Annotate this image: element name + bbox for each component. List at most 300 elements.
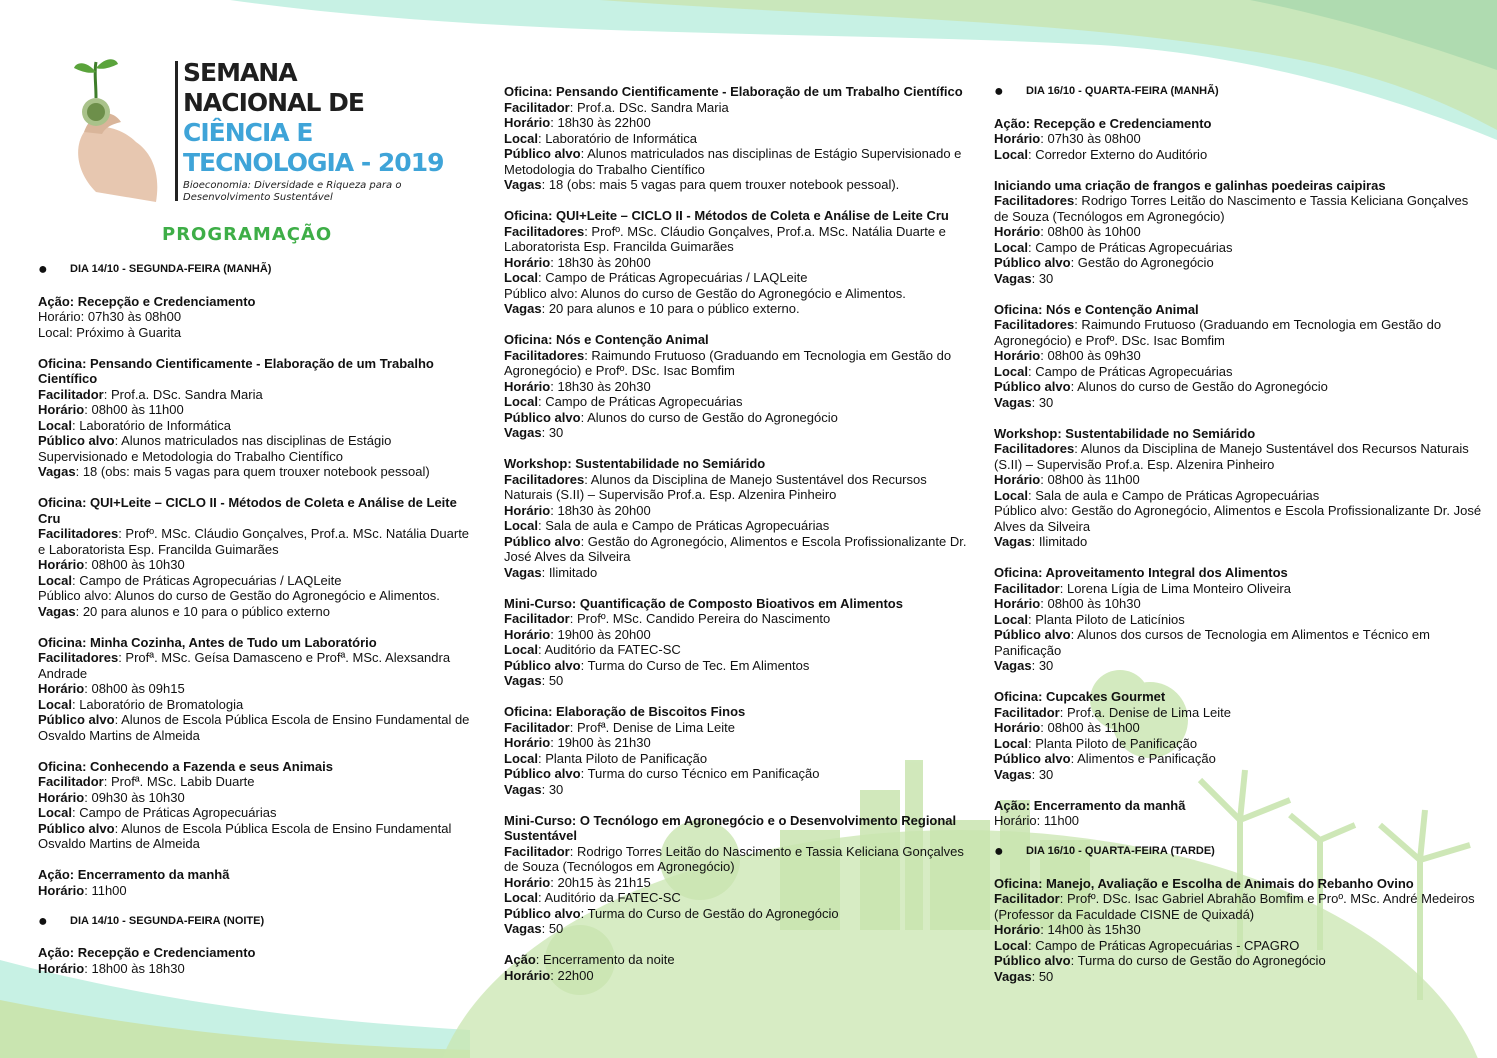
field-value: : 19h00 às 21h30 <box>550 735 651 750</box>
field-key: Horário <box>994 224 1041 239</box>
field-key: Local <box>504 890 538 905</box>
field-key: Local <box>504 130 538 146</box>
field-key: Vagas <box>38 603 76 619</box>
event-title: Oficina: Pensando Cientificamente - Elaboração de um Trabalho Científico <box>504 84 963 99</box>
field-value: : Planta Piloto de Laticínios <box>1027 611 1185 627</box>
event-line <box>504 782 974 798</box>
event-line <box>38 573 478 589</box>
event-title <box>994 302 1484 318</box>
field-key: Facilitador <box>504 719 570 735</box>
event-block <box>38 635 478 744</box>
event-line <box>504 177 974 193</box>
field-key: Vagas <box>38 464 76 479</box>
title-value: : Cupcakes Gourmet <box>1038 689 1166 704</box>
field-value: : Planta Piloto de Panificação <box>537 750 708 766</box>
field-key: Horário <box>38 882 85 898</box>
field-value: : Profª. MSc. Geísa Damasceno e Profª. MSc. Alexsandra Andrade <box>38 650 451 681</box>
event-line: Local: Próximo à Guarita <box>38 324 182 340</box>
event-line: Público alvo: Alunos do curso de Gestão do Agronegócio e Alimentos. <box>504 285 906 301</box>
event-title: Oficina: Pensando Cientificamente - Elaboração de um Trabalho Científico <box>38 355 434 386</box>
event-line: Horário: 11h00 <box>994 813 1080 828</box>
field-key: Vagas <box>504 177 542 192</box>
event-line <box>38 821 478 852</box>
event-block <box>504 456 974 580</box>
event-line <box>994 736 1484 752</box>
event-title: Ação: Recepção e Credenciamento <box>38 945 256 960</box>
event-line <box>994 953 1484 969</box>
field-key: Local <box>504 518 538 533</box>
field-key: Facilitadores <box>38 650 119 665</box>
field-key: Público alvo <box>38 433 115 448</box>
field-key: Público alvo <box>994 255 1071 270</box>
event-line <box>504 503 974 519</box>
day-label: DIA 14/10 - SEGUNDA-FEIRA (NOITE) <box>70 914 265 927</box>
field-value: : 08h00 às 11h00 <box>1040 720 1140 735</box>
field-key: Facilitadores <box>994 441 1075 456</box>
field-key: Local <box>994 363 1028 379</box>
field-key: Facilitador <box>504 843 570 859</box>
event-title: Oficina: Nós e Contenção Animal <box>504 332 709 347</box>
field-key: Vagas <box>504 301 542 316</box>
field-value: : Alunos da Disciplina de Manejo Sustentável dos Recursos Naturais (S.II) – Supervisão Prof.a. Esp. Alzenira Pinheiro <box>994 441 1469 472</box>
event-block <box>994 876 1484 985</box>
event-line: Horário: 07h30 às 08h00 <box>38 309 182 324</box>
field-key: Local <box>38 417 72 433</box>
event-line <box>504 379 974 395</box>
event-line <box>38 387 478 403</box>
field-key: Vagas <box>504 425 542 440</box>
field-key: Horário <box>994 472 1041 487</box>
section-title: PROGRAMAÇÃO <box>162 224 333 245</box>
field-key: Local <box>994 487 1028 503</box>
field-value: : Raimundo Frutuoso (Graduando em Tecnologia em Gestão do Agronegócio) e Profº. DSc. Isac Bomfim <box>504 347 952 378</box>
field-value: : Campo de Práticas Agropecuárias <box>1027 239 1233 255</box>
field-key: Facilitadores <box>504 347 585 363</box>
title-key: Workshop <box>994 425 1058 441</box>
field-key: Vagas <box>504 781 542 797</box>
field-value: : Laboratório de Informática <box>71 417 231 433</box>
event-line <box>504 410 974 426</box>
schedule-column-2 <box>504 84 974 999</box>
field-key: Público alvo <box>504 766 581 781</box>
event-line <box>504 735 974 751</box>
field-value: : Alunos matriculados nas disciplinas de Estágio Supervisionado e Metodologia do Trabalho Científico <box>504 146 962 177</box>
field-value: : 08h00 às 11h00 <box>1040 472 1140 487</box>
field-value: : 30 <box>541 425 564 440</box>
event-line <box>504 627 974 643</box>
event-title: Mini-Curso: Quantificação de Composto Bioativos em Alimentos <box>504 595 903 611</box>
field-key: Vagas <box>994 534 1032 549</box>
field-value: : Profº. MSc. Cláudio Gonçalves, Prof.a. MSc. Natália Duarte e Laboratorista Esp. Francilda Guimarães <box>504 223 946 254</box>
day-header <box>994 844 1484 860</box>
field-key: Facilitador <box>504 611 570 626</box>
field-value: : Campo de Práticas Agropecuárias <box>537 394 743 409</box>
field-key: Horário <box>504 502 551 518</box>
event-title: Mini-Curso: O Tecnólogo em Agronegócio e o Desenvolvimento Regional Sustentável <box>504 812 957 843</box>
field-value: : 18h30 às 20h00 <box>550 502 651 518</box>
field-value: : Alunos matriculados nas disciplinas de Estágio Supervisionado e Metodologia do Trabalho Científico <box>38 433 392 464</box>
field-value: : 08h00 às 09h15 <box>84 681 185 696</box>
field-value: : Lorena Lígia de Lima Monteiro Oliveira <box>1059 580 1291 596</box>
field-value: : Profº. MSc. Cláudio Gonçalves, Prof.a. MSc. Natália Duarte e Laboratorista Esp. Francilda Guimarães <box>38 526 470 557</box>
field-key: Vagas <box>504 564 542 580</box>
event-block <box>504 332 974 441</box>
event-line <box>504 472 974 503</box>
event-line <box>994 596 1484 612</box>
event-line <box>38 557 478 573</box>
event-title <box>994 426 1484 442</box>
field-key: Local <box>504 750 538 766</box>
day-label: DIA 16/10 - QUARTA-FEIRA (MANHÃ) <box>1026 85 1219 97</box>
event-block <box>994 565 1484 674</box>
field-value: : 20 para alunos e 10 para o público externo. <box>541 301 800 316</box>
field-key: Horário <box>38 960 85 976</box>
field-value: : 08h00 às 10h30 <box>84 557 185 572</box>
event-block <box>504 596 974 689</box>
event-line <box>38 697 478 713</box>
event-title: Iniciando uma criação de frangos e galinhas poedeiras caipiras <box>994 177 1386 193</box>
event-line <box>38 604 478 620</box>
event-line <box>994 224 1484 240</box>
field-value: : Prof.a. DSc. Sandra Maria <box>569 99 729 115</box>
event-block <box>994 116 1484 163</box>
field-value: : Profº. DSc. Isac Gabriel Abrahão Bomfim e Proº. MSc. André Medeiros (Professor da Faculdade CISNE de Quixadá) <box>994 891 1475 922</box>
field-value: : Sala de aula e Campo de Práticas Agropecuárias <box>537 518 830 533</box>
schedule-column-3 <box>994 84 1484 1000</box>
title-key: Oficina <box>994 689 1039 704</box>
field-value: : 30 <box>1031 766 1054 782</box>
event-line <box>994 255 1484 271</box>
field-key: Público alvo <box>994 379 1071 394</box>
event-line <box>38 774 478 790</box>
field-key: Horário <box>504 967 551 983</box>
field-value: : Turma do curso de Gestão do Agronegócio <box>1070 953 1326 968</box>
event-line <box>504 720 974 736</box>
field-value: : Raimundo Frutuoso (Graduando em Tecnologia em Gestão do Agronegócio) e Profº. DSc. Isac Bomfim <box>994 317 1442 348</box>
event-block <box>994 689 1484 782</box>
field-value: : Rodrigo Torres Leitão do Nascimento e Tassia Keliciana Gonçalves de Souza (Tecnólogos em Agronegócio) <box>994 193 1469 224</box>
event-title: Oficina: Manejo, Avaliação e Escolha de Animais do Rebanho Ovino <box>994 875 1414 891</box>
event-line <box>994 938 1484 954</box>
day-header <box>994 84 1484 100</box>
field-key: Vagas <box>994 270 1032 286</box>
event-line <box>504 875 974 891</box>
field-value: : 20 para alunos e 10 para o público externo <box>75 603 330 619</box>
event-line <box>38 681 478 697</box>
event-line <box>504 224 974 255</box>
event-block <box>994 426 1484 550</box>
field-key: Público alvo <box>994 751 1071 766</box>
field-key: Vagas <box>504 673 542 688</box>
field-key: Horário <box>504 874 551 890</box>
event-title: Ação: Encerramento da manhã <box>38 867 230 882</box>
event-line <box>994 751 1484 767</box>
field-value: : 30 <box>1031 394 1054 410</box>
event-block <box>504 704 974 797</box>
event-line <box>504 425 974 441</box>
logo-line-4: TECNOLOGIA - 2019 <box>183 148 444 177</box>
field-key: Horário <box>994 720 1041 735</box>
event-title: Oficina: QUI+Leite – CICLO II - Métodos de Coleta e Análise de Leite Cru <box>504 208 949 223</box>
field-value: : Laboratório de Bromatologia <box>71 696 244 712</box>
event-block <box>994 302 1484 411</box>
event-line <box>504 906 974 922</box>
field-key: Local <box>38 696 72 712</box>
event-title: Oficina: Minha Cozinha, Antes de Tudo um Laboratório <box>38 634 377 650</box>
hand-seedling-icon <box>66 52 166 207</box>
event-line <box>994 581 1484 597</box>
event-block <box>994 178 1484 287</box>
field-value: : Campo de Práticas Agropecuárias <box>1027 363 1233 379</box>
title-key: Oficina <box>994 301 1039 317</box>
event-line <box>504 611 974 627</box>
field-value: : Turma do Curso de Tec. Em Alimentos <box>580 657 810 673</box>
event-line <box>38 805 478 821</box>
field-value: : Campo de Práticas Agropecuárias - CPAGRO <box>1027 937 1300 953</box>
event-line <box>504 131 974 147</box>
field-value: : 20h15 às 21h15 <box>550 874 651 890</box>
event-line <box>994 147 1484 163</box>
event-line <box>994 131 1484 147</box>
field-value: : 30 <box>541 781 564 797</box>
field-value: : Alimentos e Panificação <box>1070 751 1216 766</box>
event-line <box>38 883 478 899</box>
field-value: : 18h30 às 22h00 <box>550 115 651 130</box>
field-key: Público alvo <box>504 657 581 673</box>
field-key: Horário <box>504 378 551 394</box>
event-line <box>994 720 1484 736</box>
event-line <box>994 922 1484 938</box>
field-key: Local <box>994 611 1028 627</box>
event-title: Oficina: Conhecendo a Fazenda e seus Animais <box>38 758 333 774</box>
field-value: : Turma do curso Técnico em Panificação <box>580 766 820 781</box>
event-line <box>994 364 1484 380</box>
event-line <box>994 441 1484 472</box>
field-value: : Planta Piloto de Panificação <box>1027 735 1198 751</box>
field-value: : 18h30 às 20h00 <box>550 254 651 270</box>
field-key: Facilitadores <box>504 471 585 487</box>
event-line <box>504 270 974 286</box>
bullet-icon: ● <box>38 912 48 930</box>
event-line <box>994 317 1484 348</box>
event-line <box>504 534 974 565</box>
field-value: : 07h30 às 08h00 <box>1040 131 1141 146</box>
field-value: : 14h00 às 15h30 <box>1040 922 1141 937</box>
bullet-icon: ● <box>994 843 1004 860</box>
field-key: Horário <box>504 735 551 750</box>
field-value: : 09h30 às 10h30 <box>84 789 185 805</box>
bullet-icon: ● <box>38 261 48 278</box>
field-key: Horário <box>504 115 551 130</box>
logo-line-1: SEMANA <box>183 58 297 87</box>
field-value: : Prof.a. Denise de Lima Leite <box>1059 704 1232 720</box>
field-key: Horário <box>504 626 551 642</box>
event-line: Público alvo: Alunos do curso de Gestão do Agronegócio e Alimentos. <box>38 588 440 603</box>
event-line <box>504 658 974 674</box>
event-block <box>504 952 974 983</box>
event-line <box>994 193 1484 224</box>
event-logo <box>66 52 466 212</box>
event-line <box>504 751 974 767</box>
event-line <box>994 534 1484 550</box>
event-line <box>994 767 1484 783</box>
day-header <box>38 262 478 278</box>
field-value: : Prof.a. DSc. Sandra Maria <box>103 386 263 402</box>
field-value: : 30 <box>1031 658 1054 673</box>
field-key: Facilitador <box>38 386 104 402</box>
field-key: Local <box>994 735 1028 751</box>
event-title: Ação: Recepção e Credenciamento <box>994 115 1212 131</box>
field-value: : Alunos da Disciplina de Manejo Sustentável dos Recursos Naturais (S.II) – Supervisão Prof.a. Esp. Alzenira Pinheiro <box>504 471 927 502</box>
field-value: : 08h00 às 10h00 <box>1040 224 1141 239</box>
event-line <box>38 526 478 557</box>
field-key: Facilitadores <box>504 223 585 239</box>
field-value: : Ilimitado <box>541 564 598 580</box>
field-value: : Campo de Práticas Agropecuárias / LAQLeite <box>71 572 342 588</box>
field-key: Horário <box>38 681 85 696</box>
field-key: Local <box>504 642 538 657</box>
field-value: : Auditório da FATEC-SC <box>537 642 681 657</box>
field-value: : Encerramento da noite <box>535 952 675 967</box>
event-line <box>38 418 478 434</box>
title-key: Oficina <box>994 565 1039 580</box>
event-line <box>38 433 478 464</box>
event-line <box>504 100 974 116</box>
event-line <box>504 146 974 177</box>
title-value: : Sustentabilidade no Semiárido <box>1057 425 1256 441</box>
field-value: : 50 <box>541 673 564 688</box>
field-value: : 22h00 <box>550 967 594 983</box>
event-line <box>994 969 1484 985</box>
field-key: Público alvo <box>38 712 115 727</box>
event-line <box>994 240 1484 256</box>
event-line <box>504 766 974 782</box>
field-key: Vagas <box>994 658 1032 673</box>
event-line <box>994 705 1484 721</box>
event-line: Público alvo: Gestão do Agronegócio, Alimentos e Escola Profissionalizante Dr. José Alves da Silveira <box>994 503 1482 534</box>
event-block <box>38 867 478 898</box>
event-line <box>38 464 478 480</box>
field-value: : 18 (obs: mais 5 vagas para quem trouxer notebook pessoal) <box>75 464 430 479</box>
field-value: : Ilimitado <box>1031 534 1088 549</box>
field-value: : Profº. MSc. Candido Pereira do Nascimento <box>569 611 831 626</box>
field-key: Horário <box>994 596 1041 611</box>
event-line <box>994 627 1484 658</box>
event-line <box>504 673 974 689</box>
event-title: Oficina: Elaboração de Biscoitos Finos <box>504 704 746 719</box>
event-line <box>504 394 974 410</box>
event-title: Workshop: Sustentabilidade no Semiárido <box>504 456 766 471</box>
field-key: Facilitadores <box>38 526 119 541</box>
logo-wordmark <box>183 58 443 204</box>
field-key: Local <box>38 572 72 588</box>
field-key: Vagas <box>504 921 542 936</box>
field-key: Horário <box>994 922 1041 937</box>
event-line <box>504 968 974 984</box>
field-key: Local <box>38 805 72 820</box>
event-line <box>38 650 478 681</box>
logo-subtitle: Bioeconomia: Diversidade e Riqueza para o Desenvolvimento Sustentável <box>183 180 402 203</box>
event-line <box>994 891 1484 922</box>
logo-divider <box>175 61 178 201</box>
event-title: Ação: Encerramento da manhã <box>994 797 1186 813</box>
logo-line-3: CIÊNCIA E <box>183 118 313 147</box>
title-value: : Aproveitamento Integral dos Alimentos <box>1038 565 1288 580</box>
field-key: Vagas <box>994 766 1032 782</box>
event-block <box>38 945 478 976</box>
field-value: : 18 (obs: mais 5 vagas para quem trouxer notebook pessoal). <box>541 177 900 192</box>
field-key: Local <box>994 937 1028 953</box>
event-line <box>504 255 974 271</box>
field-value: : 08h00 às 10h30 <box>1040 596 1141 611</box>
field-value: : 11h00 <box>84 882 127 898</box>
field-value: : Gestão do Agronegócio, Alimentos e Escola Profissionalizante Dr. José Alves da Silveira <box>504 533 967 564</box>
field-key: Facilitador <box>994 580 1060 596</box>
logo-line-2: NACIONAL DE <box>183 88 364 117</box>
schedule-column-1 <box>38 262 478 992</box>
field-key: Público alvo <box>994 953 1071 968</box>
field-value: : 30 <box>1031 270 1054 286</box>
field-value: : Campo de Práticas Agropecuárias <box>71 805 277 820</box>
field-value: : 08h00 às 09h30 <box>1040 348 1141 363</box>
field-value: : Laboratório de Informática <box>537 130 697 146</box>
field-key: Público alvo <box>504 905 581 921</box>
field-key: Local <box>504 270 538 285</box>
bullet-icon: ● <box>994 83 1004 100</box>
field-value: : Auditório da FATEC-SC <box>537 890 681 905</box>
field-value: : 08h00 às 11h00 <box>84 402 184 417</box>
day-label: DIA 16/10 - QUARTA-FEIRA (TARDE) <box>1026 845 1215 857</box>
field-value: : Alunos de Escola Pública Escola de Ensino Fundamental Osvaldo Martins de Almeida <box>38 820 452 851</box>
event-title <box>994 689 1484 705</box>
field-value: : 19h00 às 20h00 <box>550 626 651 642</box>
event-line <box>38 961 478 977</box>
event-block <box>504 813 974 937</box>
event-line <box>994 395 1484 411</box>
field-value: : Sala de aula e Campo de Práticas Agropecuárias <box>1027 487 1320 503</box>
field-value: : Profª. Denise de Lima Leite <box>569 719 735 735</box>
day-header <box>38 914 478 930</box>
field-value: : 50 <box>1031 968 1054 984</box>
event-line <box>38 402 478 418</box>
event-line <box>504 348 974 379</box>
field-value: : Alunos do curso de Gestão do Agronegócio <box>580 409 838 425</box>
field-key: Horário <box>38 402 85 417</box>
field-key: Local <box>504 394 538 409</box>
event-line <box>994 612 1484 628</box>
field-value: : Turma do Curso de Gestão do Agronegócio <box>580 905 839 921</box>
event-title: Oficina: QUI+Leite – CICLO II - Métodos de Coleta e Análise de Leite Cru <box>38 495 457 526</box>
field-value: : 18h00 às 18h30 <box>84 960 185 976</box>
event-line <box>504 518 974 534</box>
field-value: : Rodrigo Torres Leitão do Nascimento e Tassia Keliciana Gonçalves de Souza (Tecnólogos em Agronegócio) <box>504 843 964 874</box>
event-line <box>504 921 974 937</box>
field-key: Horário <box>38 557 85 572</box>
event-line <box>994 271 1484 287</box>
event-block <box>38 495 478 619</box>
event-title: Ação: Recepção e Credenciamento <box>38 293 256 309</box>
event-title <box>994 565 1484 581</box>
event-block <box>504 208 974 317</box>
field-key: Facilitadores <box>994 317 1075 332</box>
field-value: : Gestão do Agronegócio <box>1070 255 1214 270</box>
event-line <box>504 844 974 875</box>
field-value: : Campo de Práticas Agropecuárias / LAQLeite <box>537 270 808 285</box>
event-line <box>994 348 1484 364</box>
field-value: : 50 <box>541 921 564 936</box>
event-line <box>504 565 974 581</box>
event-block <box>38 759 478 852</box>
